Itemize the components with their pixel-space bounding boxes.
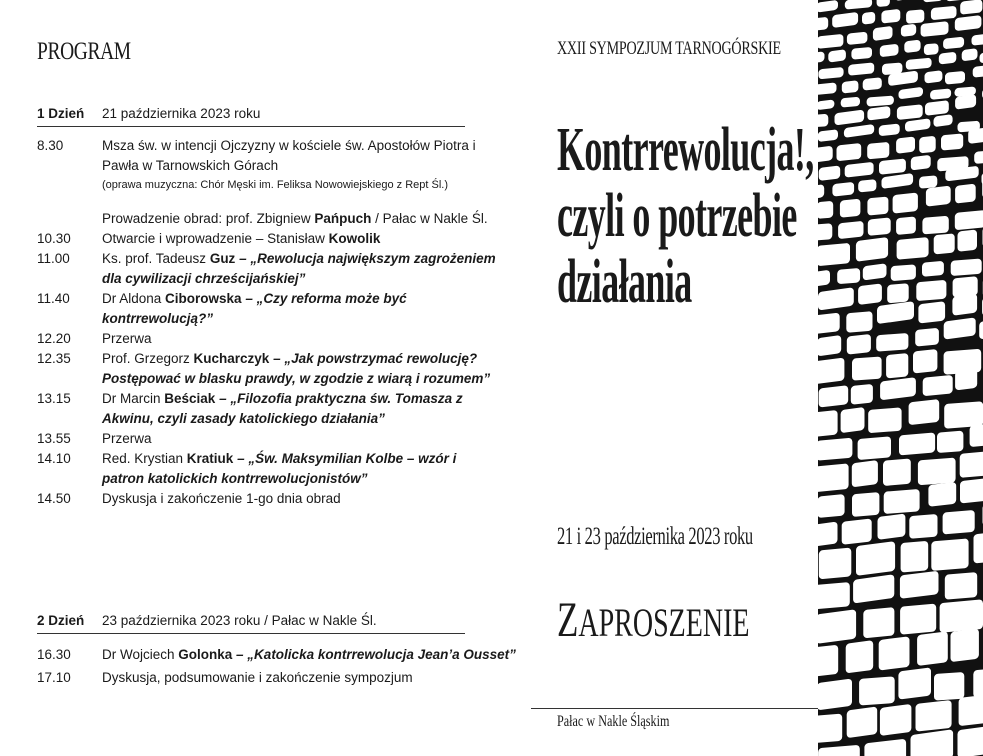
speaker-name: Kucharczyk	[193, 351, 270, 366]
day2-schedule	[37, 645, 517, 688]
invite-initial: Z	[557, 591, 579, 647]
time: 11.40	[37, 291, 70, 306]
row-text: Dr Marcin	[102, 391, 165, 406]
time: 16.30	[37, 647, 71, 662]
row-text: Msza św. w intencji Ojczyzny w kościele św. Apostołów Piotra i Pawła w Tarnowskich Górach	[102, 138, 476, 173]
schedule-row	[37, 209, 517, 229]
schedule-row	[37, 429, 517, 449]
talk-title: – „Jak powstrzymać rewolucję? Postępować w blasku prawdy, w zgodzie z wiarą i rozumem”	[102, 351, 491, 386]
schedule-row	[37, 249, 517, 289]
venue: Pałac w Nakle Śląskim	[557, 713, 670, 730]
schedule-row	[37, 349, 517, 389]
schedule-row	[37, 449, 517, 489]
time: 13.55	[37, 431, 71, 446]
row-text: Dr Wojciech	[102, 647, 179, 662]
speaker-name: Pańpuch	[314, 211, 372, 226]
time: 8.30	[37, 138, 64, 153]
row-text: Red. Krystian	[102, 451, 187, 466]
speaker-name: Kratiuk	[186, 451, 234, 466]
speaker-name: Kowolik	[328, 231, 381, 246]
time: 17.10	[37, 670, 71, 685]
row-text: Prof. Grzegorz	[102, 351, 194, 366]
schedule-row	[37, 229, 517, 249]
time: 14.50	[37, 491, 71, 506]
title-line-3: działania	[557, 248, 692, 316]
day1-date: 21 października 2023 roku	[102, 106, 261, 121]
day1-header	[37, 106, 465, 127]
schedule-row	[37, 668, 517, 688]
day2-date: 23 października 2023 roku / Pałac w Nakle Śl.	[102, 613, 377, 628]
time: 14.10	[37, 451, 71, 466]
row-note: (oprawa muzyczna: Chór Męski im. Feliksa Nowowiejskiego z Rept Śl.)	[102, 179, 448, 191]
symposium-name: XXII SYMPOZJUM TARNOGÓRSKIE	[557, 38, 781, 59]
schedule-row	[37, 389, 517, 429]
speaker-name: Beściak	[164, 391, 216, 406]
row-text: Dyskusja i zakończenie 1-go dnia obrad	[102, 491, 341, 506]
row-text: / Pałac w Nakle Śl.	[371, 211, 488, 226]
time: 10.30	[37, 231, 71, 246]
speaker-name: Ciborowska	[165, 291, 242, 306]
talk-title: – „Św. Maksymilian Kolbe – wzór i patron katolickich kontrrewolucjonistów”	[102, 451, 457, 486]
schedule-row	[37, 136, 517, 194]
schedule-row	[37, 329, 517, 349]
talk-title: – „Czy reforma może być kontrrewolucją?”	[102, 291, 407, 326]
row-text: Dyskusja, podsumowanie i zakończenie sympozjum	[102, 670, 413, 685]
schedule-row	[37, 289, 517, 329]
footer-divider	[531, 708, 821, 709]
row-text: Otwarcie i wprowadzenie – Stanisław	[102, 231, 329, 246]
talk-title: – „Rewolucja największym zagrożeniem dla cywilizacji chrześcijańskiej”	[102, 251, 496, 286]
event-dates: 21 i 23 października 2023 roku	[557, 523, 753, 550]
main-title	[557, 117, 812, 315]
invite-rest: APROSZENIE	[578, 600, 750, 645]
day2-label: 2 Dzień	[37, 613, 85, 628]
day1-schedule	[37, 136, 517, 509]
time: 11.00	[37, 251, 70, 266]
row-text: Ks. prof. Tadeusz	[102, 251, 210, 266]
time: 12.35	[37, 351, 71, 366]
title-line-2: czyli o potrzebie	[557, 182, 797, 250]
speaker-name: Golonka	[178, 647, 233, 662]
day2-header	[37, 613, 465, 634]
time: 12.20	[37, 331, 71, 346]
schedule-row	[37, 489, 517, 509]
time	[37, 209, 102, 229]
row-text: Prowadzenie obrad: prof. Zbigniew	[102, 211, 315, 226]
row-text: Przerwa	[102, 431, 152, 446]
program-heading: PROGRAM	[37, 38, 131, 65]
title-line-1: Kontrrewolucja!,	[557, 116, 814, 184]
time: 13.15	[37, 391, 71, 406]
row-text: Przerwa	[102, 331, 152, 346]
talk-title: – „Katolicka kontrrewolucja Jean’a Ousset”	[232, 647, 516, 662]
speaker-name: Guz	[209, 251, 236, 266]
cobblestone-image	[818, 0, 983, 756]
day1-label: 1 Dzień	[37, 106, 85, 121]
invitation-heading	[557, 590, 750, 648]
row-text: Dr Aldona	[102, 291, 166, 306]
talk-title: – „Filozofia praktyczna św. Tomasza z Akwinu, czyli zasady katolickiego działania”	[102, 391, 463, 426]
schedule-row	[37, 645, 517, 665]
